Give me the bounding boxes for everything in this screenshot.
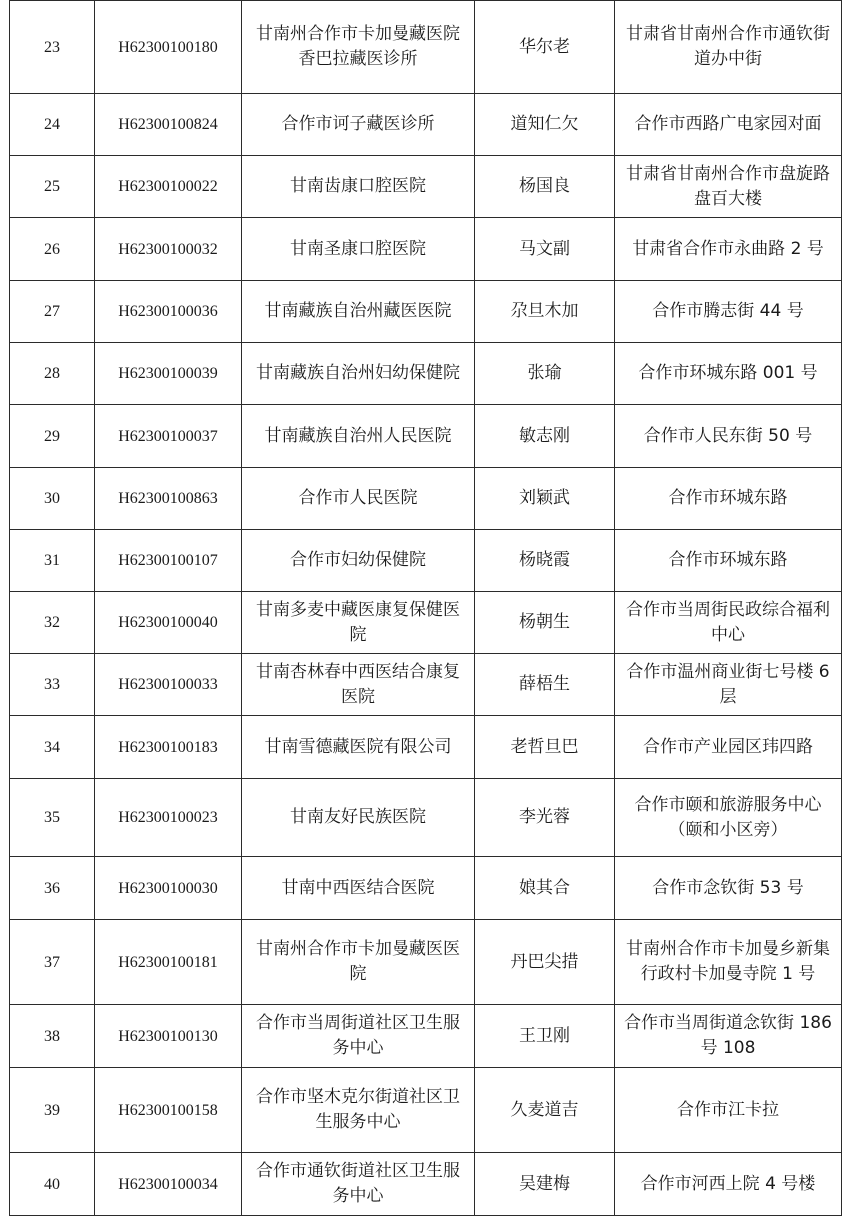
institution-name-cell: 合作市通钦街道社区卫生服务中心 [242,1153,475,1216]
table-row [10,281,842,343]
institution-address-cell: 合作市当周街道念钦街 186 号 108 [615,1005,842,1068]
row-number-cell: 28 [10,343,95,405]
institution-code-cell: H62300100034 [95,1153,242,1216]
institution-code-cell: H62300100180 [95,1,242,94]
row-number-cell: 34 [10,716,95,779]
legal-representative-cell: 娘其合 [475,857,615,920]
institution-name-cell: 甘南中西医结合医院 [242,857,475,920]
institution-code-cell: H62300100033 [95,654,242,716]
institution-address-cell: 甘肃省甘南州合作市通钦街道办中街 [615,1,842,94]
institution-address-cell: 合作市江卡拉 [615,1068,842,1153]
institution-name-cell: 甘南多麦中藏医康复保健医院 [242,592,475,654]
institution-code-cell: H62300100158 [95,1068,242,1153]
institution-code-cell: H62300100032 [95,218,242,281]
legal-representative-cell: 敏志刚 [475,405,615,468]
institution-address-cell: 合作市人民东街 50 号 [615,405,842,468]
row-number-cell: 40 [10,1153,95,1216]
table-row [10,1153,842,1216]
table-row [10,592,842,654]
institution-address-cell: 合作市环城东路 [615,530,842,592]
legal-representative-cell: 久麦道吉 [475,1068,615,1153]
institution-address-cell: 甘肃省甘南州合作市盘旋路盘百大楼 [615,156,842,218]
table-row [10,530,842,592]
institution-code-cell: H62300100040 [95,592,242,654]
row-number-cell: 31 [10,530,95,592]
table-row [10,779,842,857]
institution-address-cell: 合作市西路广电家园对面 [615,94,842,156]
institution-address-cell: 合作市念钦街 53 号 [615,857,842,920]
legal-representative-cell: 刘颖武 [475,468,615,530]
table-row [10,1068,842,1153]
institution-name-cell: 合作市当周街道社区卫生服务中心 [242,1005,475,1068]
institution-code-cell: H62300100824 [95,94,242,156]
row-number-cell: 33 [10,654,95,716]
institution-name-cell: 合作市妇幼保健院 [242,530,475,592]
institution-address-cell: 合作市当周街民政综合福利中心 [615,592,842,654]
row-number-cell: 25 [10,156,95,218]
legal-representative-cell: 尕旦木加 [475,281,615,343]
legal-representative-cell: 丹巴尖措 [475,920,615,1005]
institution-name-cell: 甘南藏族自治州藏医医院 [242,281,475,343]
institution-address-cell: 合作市温州商业街七号楼 6 层 [615,654,842,716]
institution-code-cell: H62300100107 [95,530,242,592]
institution-name-cell: 甘南齿康口腔医院 [242,156,475,218]
row-number-cell: 29 [10,405,95,468]
institution-address-cell: 甘肃省合作市永曲路 2 号 [615,218,842,281]
legal-representative-cell: 杨晓霞 [475,530,615,592]
row-number-cell: 24 [10,94,95,156]
table-row [10,654,842,716]
row-number-cell: 30 [10,468,95,530]
institution-name-cell: 甘南雪德藏医院有限公司 [242,716,475,779]
legal-representative-cell: 老哲旦巴 [475,716,615,779]
institution-code-cell: H62300100181 [95,920,242,1005]
institution-code-cell: H62300100863 [95,468,242,530]
institution-name-cell: 甘南州合作市卡加曼藏医医院 [242,920,475,1005]
institution-name-cell: 合作市人民医院 [242,468,475,530]
institution-name-cell: 合作市诃子藏医诊所 [242,94,475,156]
legal-representative-cell: 薛梧生 [475,654,615,716]
table-row [10,857,842,920]
row-number-cell: 23 [10,1,95,94]
table-row [10,1,842,94]
row-number-cell: 39 [10,1068,95,1153]
row-number-cell: 35 [10,779,95,857]
institution-code-cell: H62300100022 [95,156,242,218]
medical-institution-table [9,0,842,1216]
table-row [10,218,842,281]
legal-representative-cell: 王卫刚 [475,1005,615,1068]
institution-address-cell: 合作市河西上院 4 号楼 [615,1153,842,1216]
institution-name-cell: 甘南友好民族医院 [242,779,475,857]
institution-code-cell: H62300100030 [95,857,242,920]
row-number-cell: 36 [10,857,95,920]
institution-name-cell: 甘南州合作市卡加曼藏医院香巴拉藏医诊所 [242,1,475,94]
table-row [10,920,842,1005]
institution-code-cell: H62300100039 [95,343,242,405]
institution-name-cell: 甘南藏族自治州妇幼保健院 [242,343,475,405]
row-number-cell: 37 [10,920,95,1005]
institution-address-cell: 合作市产业园区玮四路 [615,716,842,779]
institution-address-cell: 甘南州合作市卡加曼乡新集行政村卡加曼寺院 1 号 [615,920,842,1005]
institution-name-cell: 甘南圣康口腔医院 [242,218,475,281]
institution-address-cell: 合作市腾志街 44 号 [615,281,842,343]
table-row [10,94,842,156]
institution-address-cell: 合作市环城东路 001 号 [615,343,842,405]
institution-code-cell: H62300100036 [95,281,242,343]
institution-name-cell: 甘南杏林春中西医结合康复医院 [242,654,475,716]
legal-representative-cell: 张瑜 [475,343,615,405]
institution-name-cell: 甘南藏族自治州人民医院 [242,405,475,468]
table-row [10,343,842,405]
legal-representative-cell: 吴建梅 [475,1153,615,1216]
table-row [10,1005,842,1068]
legal-representative-cell: 李光蓉 [475,779,615,857]
legal-representative-cell: 马文副 [475,218,615,281]
institution-code-cell: H62300100183 [95,716,242,779]
row-number-cell: 26 [10,218,95,281]
legal-representative-cell: 华尔老 [475,1,615,94]
institution-name-cell: 合作市坚木克尔街道社区卫生服务中心 [242,1068,475,1153]
row-number-cell: 32 [10,592,95,654]
institution-address-cell: 合作市环城东路 [615,468,842,530]
table-row [10,716,842,779]
table-row [10,156,842,218]
legal-representative-cell: 杨国良 [475,156,615,218]
institution-code-cell: H62300100130 [95,1005,242,1068]
legal-representative-cell: 道知仁欠 [475,94,615,156]
legal-representative-cell: 杨朝生 [475,592,615,654]
row-number-cell: 38 [10,1005,95,1068]
institution-code-cell: H62300100023 [95,779,242,857]
table-row [10,405,842,468]
institution-address-cell: 合作市颐和旅游服务中心（颐和小区旁） [615,779,842,857]
table-body [10,1,842,1216]
institution-code-cell: H62300100037 [95,405,242,468]
table-row [10,468,842,530]
row-number-cell: 27 [10,281,95,343]
